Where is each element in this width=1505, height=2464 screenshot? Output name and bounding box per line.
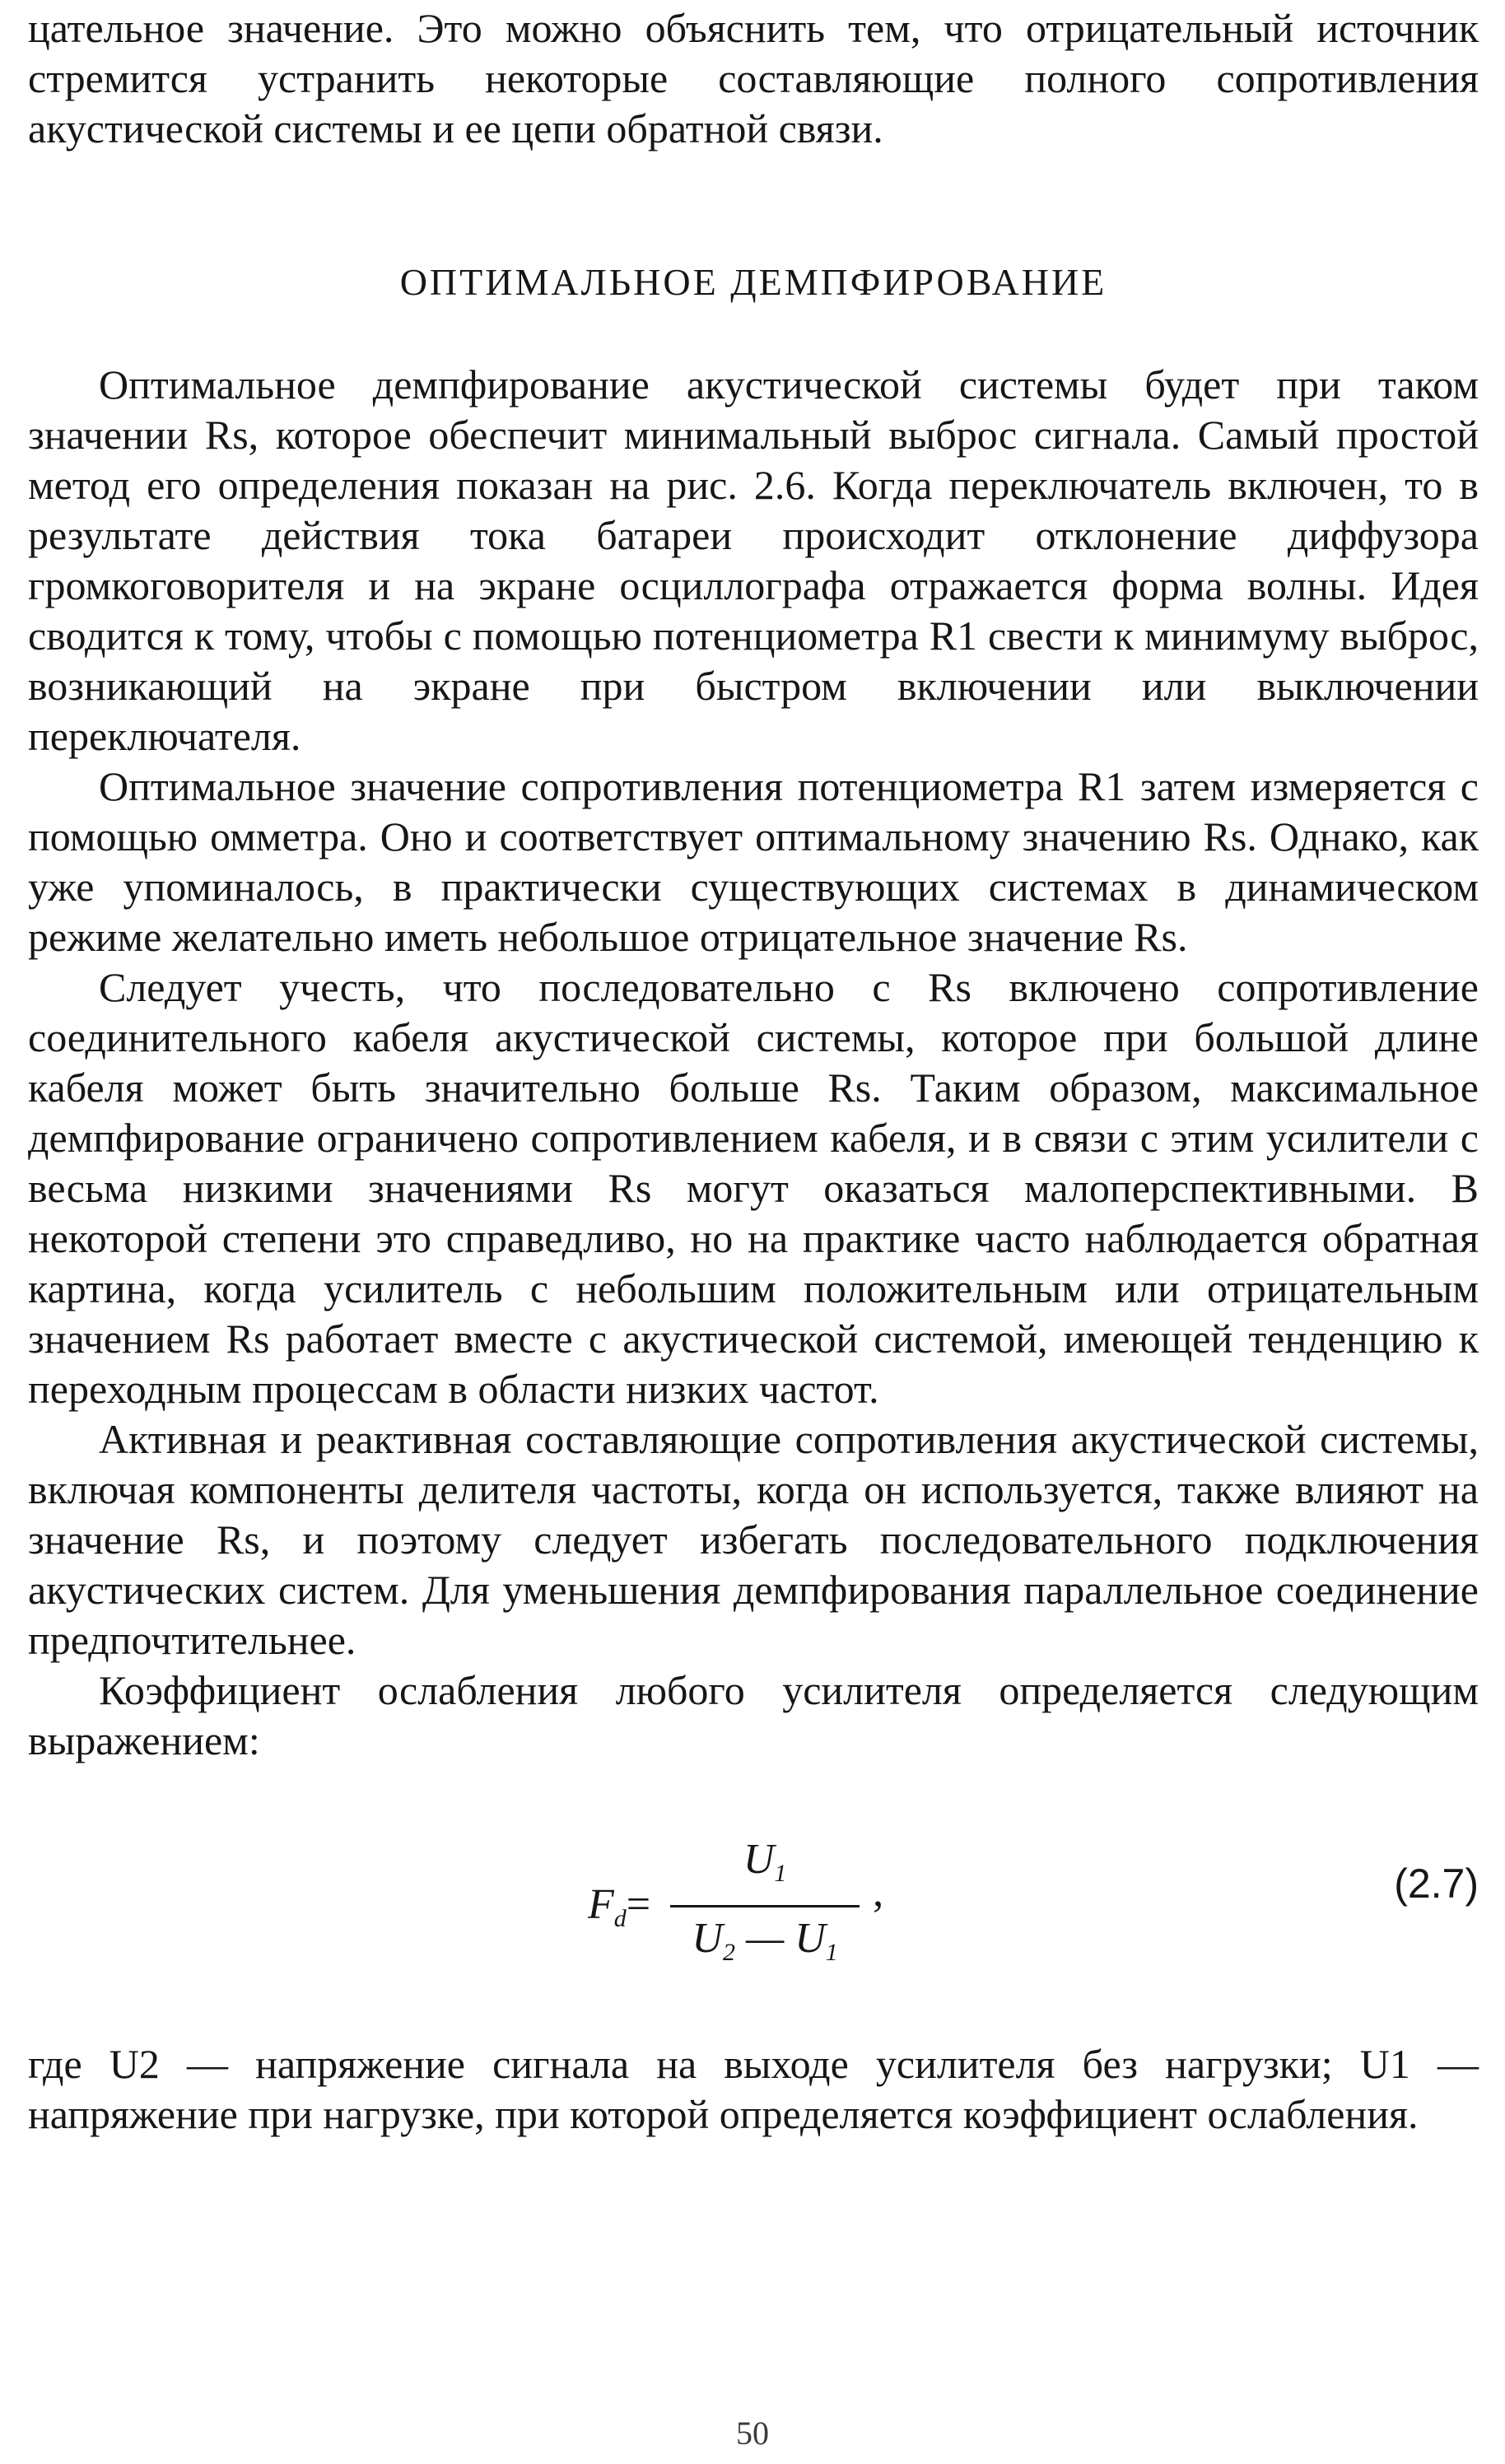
formula-comma: , xyxy=(873,1869,884,1916)
formula-denominator: $U_2$ — $U_1$ xyxy=(692,1915,838,1966)
page-number: 50 xyxy=(736,2415,769,2452)
paragraph-cable-resistance: Следует учесть, что последовательно с Rs включено сопротивление соединительного кабеля акустической системы, которое при большой длине кабеля может быть значительно больше Rs. Таким образом, максимальное демпфирование ограничено сопротивлением кабеля, и в связи с этим усилители с весьма низкими значениями Rs могут оказаться малоперспективными. В некоторой степени это справедливо, но на практике часто наблюдается обратная картина, когда усилитель с небольшим положительным или отрицательным значением Rs работает вместе с акустической системой, имеющей тенденцию к переходным процессам в области низких частот. xyxy=(28,964,1479,1412)
formula-fraction xyxy=(670,1833,860,1979)
continuation-paragraph: цательное значение. Это можно объяснить тем, что отрицательный источник стремится устранить некоторые составляющие полного сопротивления акустической системы и ее цепи обратной связи. xyxy=(28,5,1479,151)
formula-lhs: $F_d=$ xyxy=(588,1880,651,1932)
paragraph-optimal-damping: Оптимальное демпфирование акустической системы будет при таком значении Rs, которое обеспечит минимальный выброс сигнала. Самый простой метод его определения показан на рис. 2.6. Когда переключатель включен, то в результате действия тока батареи происходит отклонение диффузора громкоговорителя и на экране осциллографа отражается форма волны. Идея сводится к тому, чтобы с помощью потенциометра R1 свести к минимуму выброс, возникающий на экране при быстром включении или выключении переключателя. xyxy=(28,361,1479,759)
page-body xyxy=(28,0,1479,2140)
paragraph-potentiometer-value: Оптимальное значение сопротивления потенциометра R1 затем измеряется с помощью омметра. Оно и соответствует оптимальному значению Rs. Однако, как уже упоминалось, в практически существующих системах в динамическом режиме желательно иметь небольшое отрицательное значение Rs. xyxy=(28,763,1479,960)
equation-2-7 xyxy=(28,1825,1479,1990)
section-title: ОПТИМАЛЬНОЕ ДЕМПФИРОВАНИЕ xyxy=(399,261,1107,303)
formula-numerator: $U_1$ xyxy=(743,1836,787,1887)
paragraph-definitions: где U2 — напряжение сигнала на выходе усилителя без нагрузки; U1 — напряжение при нагрузке, при которой определяется коэффициент ослабления. xyxy=(28,2041,1479,2137)
equation-number: (2.7) xyxy=(1394,1861,1479,1907)
formula-expression xyxy=(588,1833,883,1979)
paragraph-attenuation-intro: Коэффициент ослабления любого усилителя определяется следующим выражением: xyxy=(28,1667,1479,1763)
paragraph-active-reactive: Активная и реактивная составляющие сопротивления акустической системы, включая компоненты делителя частоты, когда он используется, также влияют на значение Rs, и поэтому следует избегать последовательного подключения акустических систем. Для уменьшения демпфирования параллельное соединение предпочтительнее. xyxy=(28,1416,1479,1663)
